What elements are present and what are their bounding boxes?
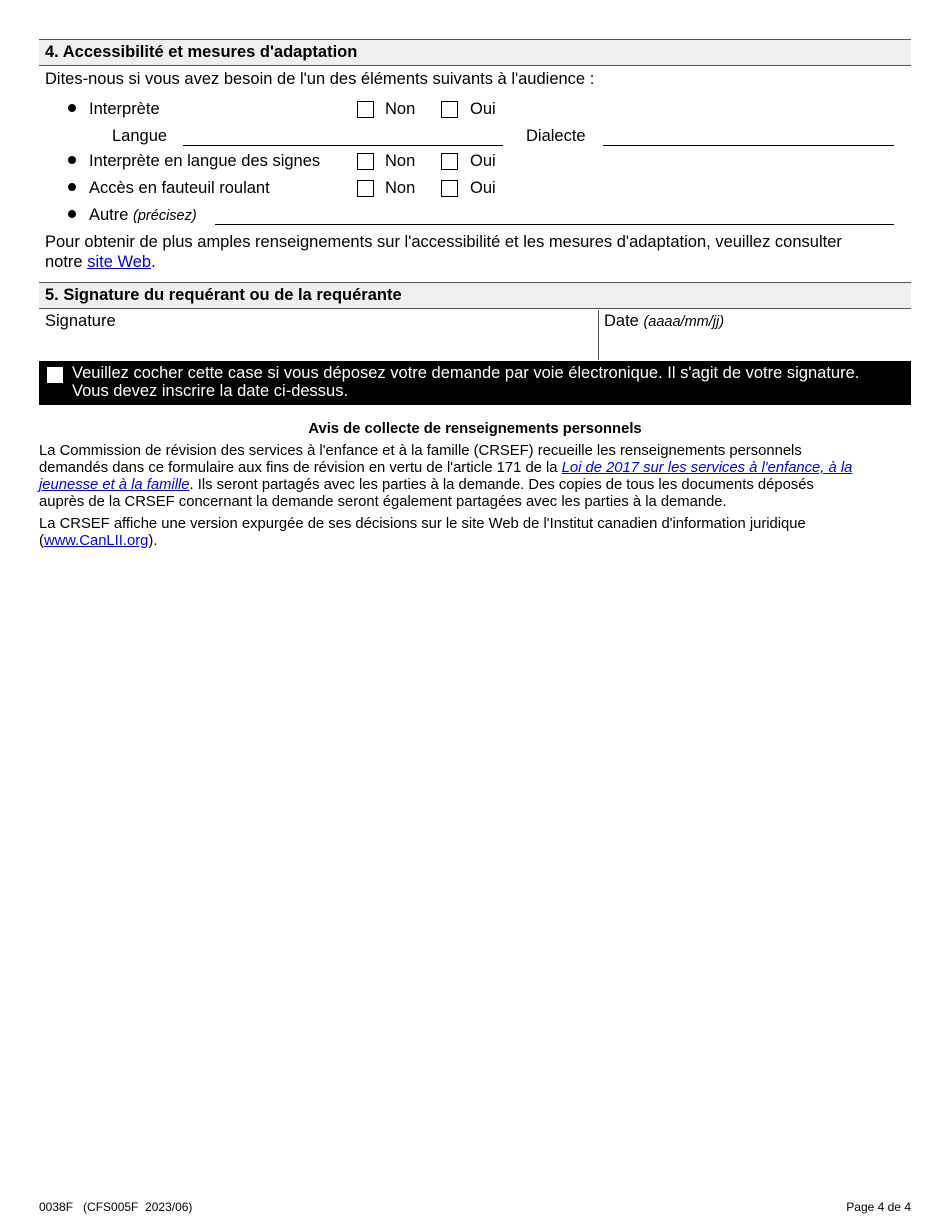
section-5-header: 5. Signature du requérant ou de la requérante [39, 282, 911, 309]
notice-p1-line1: La Commission de révision des services à l'enfance et à la famille (CRSEF) recueille les renseignements personnels [39, 443, 802, 459]
notice-p2-line2 [39, 533, 911, 550]
notice-paragraph-2 [39, 516, 911, 550]
bullet-icon [68, 156, 76, 164]
interpreter-yes-label: Oui [470, 100, 496, 118]
more-info-prefix: notre [45, 253, 88, 271]
date-hint: (aaaa/mm/jj) [643, 314, 725, 330]
other-hint: (précisez) [133, 208, 197, 224]
sign-language-label: Interprète en langue des signes [89, 152, 321, 170]
notice-p2-line1: La CRSEF affiche une version expurgée de ses décisions sur le site Web de l'Institut canadien d'information juridique [39, 516, 806, 532]
section-4-header: 4. Accessibilité et mesures d'adaptation [39, 39, 911, 66]
electronic-signature-text [72, 364, 859, 400]
notice-title: Avis de collecte de renseignements personnels [308, 421, 642, 437]
law-link-part1[interactable] [562, 460, 853, 476]
wheelchair-no-checkbox[interactable] [357, 180, 374, 197]
wheelchair-yes-checkbox[interactable] [441, 180, 458, 197]
other-label: Autre [89, 206, 129, 224]
notice-p1-line3 [39, 477, 911, 494]
sign-language-yes-checkbox[interactable] [441, 153, 458, 170]
signature-field[interactable] [39, 310, 911, 360]
more-info-line1: Pour obtenir de plus amples renseignements sur l'accessibilité et les mesures d'adaptation, veuillez consulter [45, 233, 842, 251]
wheelchair-label: Accès en fauteuil roulant [89, 179, 270, 197]
law-link-part2[interactable] [39, 477, 190, 493]
section-4-intro: Dites-nous si vous avez besoin de l'un des éléments suivants à l'audience : [45, 70, 595, 88]
interpreter-label: Interprète [89, 100, 160, 118]
bullet-icon [68, 183, 76, 191]
divider [598, 310, 599, 360]
interpreter-no-checkbox[interactable] [357, 101, 374, 118]
notice-p1-line2-text: demandés dans ce formulaire aux fins de révision en vertu de l'article 171 de la [39, 460, 562, 476]
sign-language-no-label: Non [385, 152, 416, 170]
more-info-line2 [45, 252, 156, 272]
electronic-signature-bar [39, 361, 911, 405]
electronic-signature-checkbox[interactable] [47, 367, 63, 383]
notice-p1-line2 [39, 460, 911, 477]
sign-language-yes-label: Oui [470, 152, 496, 170]
notice-p2-open: ( [39, 533, 44, 549]
date-label: Date [604, 312, 639, 330]
notice-p1-line3-text: . Ils seront partagés avec les parties à la demande. Des copies de tous les documents déposés [189, 477, 814, 493]
canlii-link[interactable]: www.CanLII.org [43, 533, 149, 549]
notice-p2-close: ). [148, 533, 158, 549]
date-label-group [604, 311, 724, 332]
dialect-label: Dialecte [526, 127, 586, 145]
electronic-line2: Vous devez inscrire la date ci-dessus. [72, 382, 349, 400]
wheelchair-no-label: Non [385, 179, 416, 197]
other-input[interactable] [215, 224, 894, 225]
language-label: Langue [112, 127, 168, 145]
law-link-part2-text: jeunesse et à la famille [39, 477, 190, 493]
form-id: 0038F (CFS005F 2023/06) [39, 1200, 193, 1214]
notice-paragraph-1 [39, 443, 911, 511]
signature-label: Signature [45, 312, 116, 330]
other-label-group [89, 205, 197, 226]
interpreter-yes-checkbox[interactable] [441, 101, 458, 118]
interpreter-no-label: Non [385, 100, 416, 118]
page-number: Page 4 de 4 [846, 1200, 911, 1214]
site-web-link[interactable]: site Web [87, 253, 152, 271]
wheelchair-yes-label: Oui [470, 179, 496, 197]
more-info-suffix: . [151, 253, 156, 271]
bullet-icon [68, 210, 76, 218]
dialect-input[interactable] [603, 145, 894, 146]
language-input[interactable] [183, 145, 503, 146]
law-link-part1-text: Loi de 2017 sur les services à l'enfance, à la [561, 460, 853, 476]
bullet-icon [68, 104, 76, 112]
electronic-line1: Veuillez cocher cette case si vous déposez votre demande par voie électronique. Il s'agit de votre signature. [72, 364, 860, 382]
sign-language-no-checkbox[interactable] [357, 153, 374, 170]
notice-p1-line4: auprès de la CRSEF concernant la demande seront également partagées avec les parties à la demande. [39, 494, 727, 510]
